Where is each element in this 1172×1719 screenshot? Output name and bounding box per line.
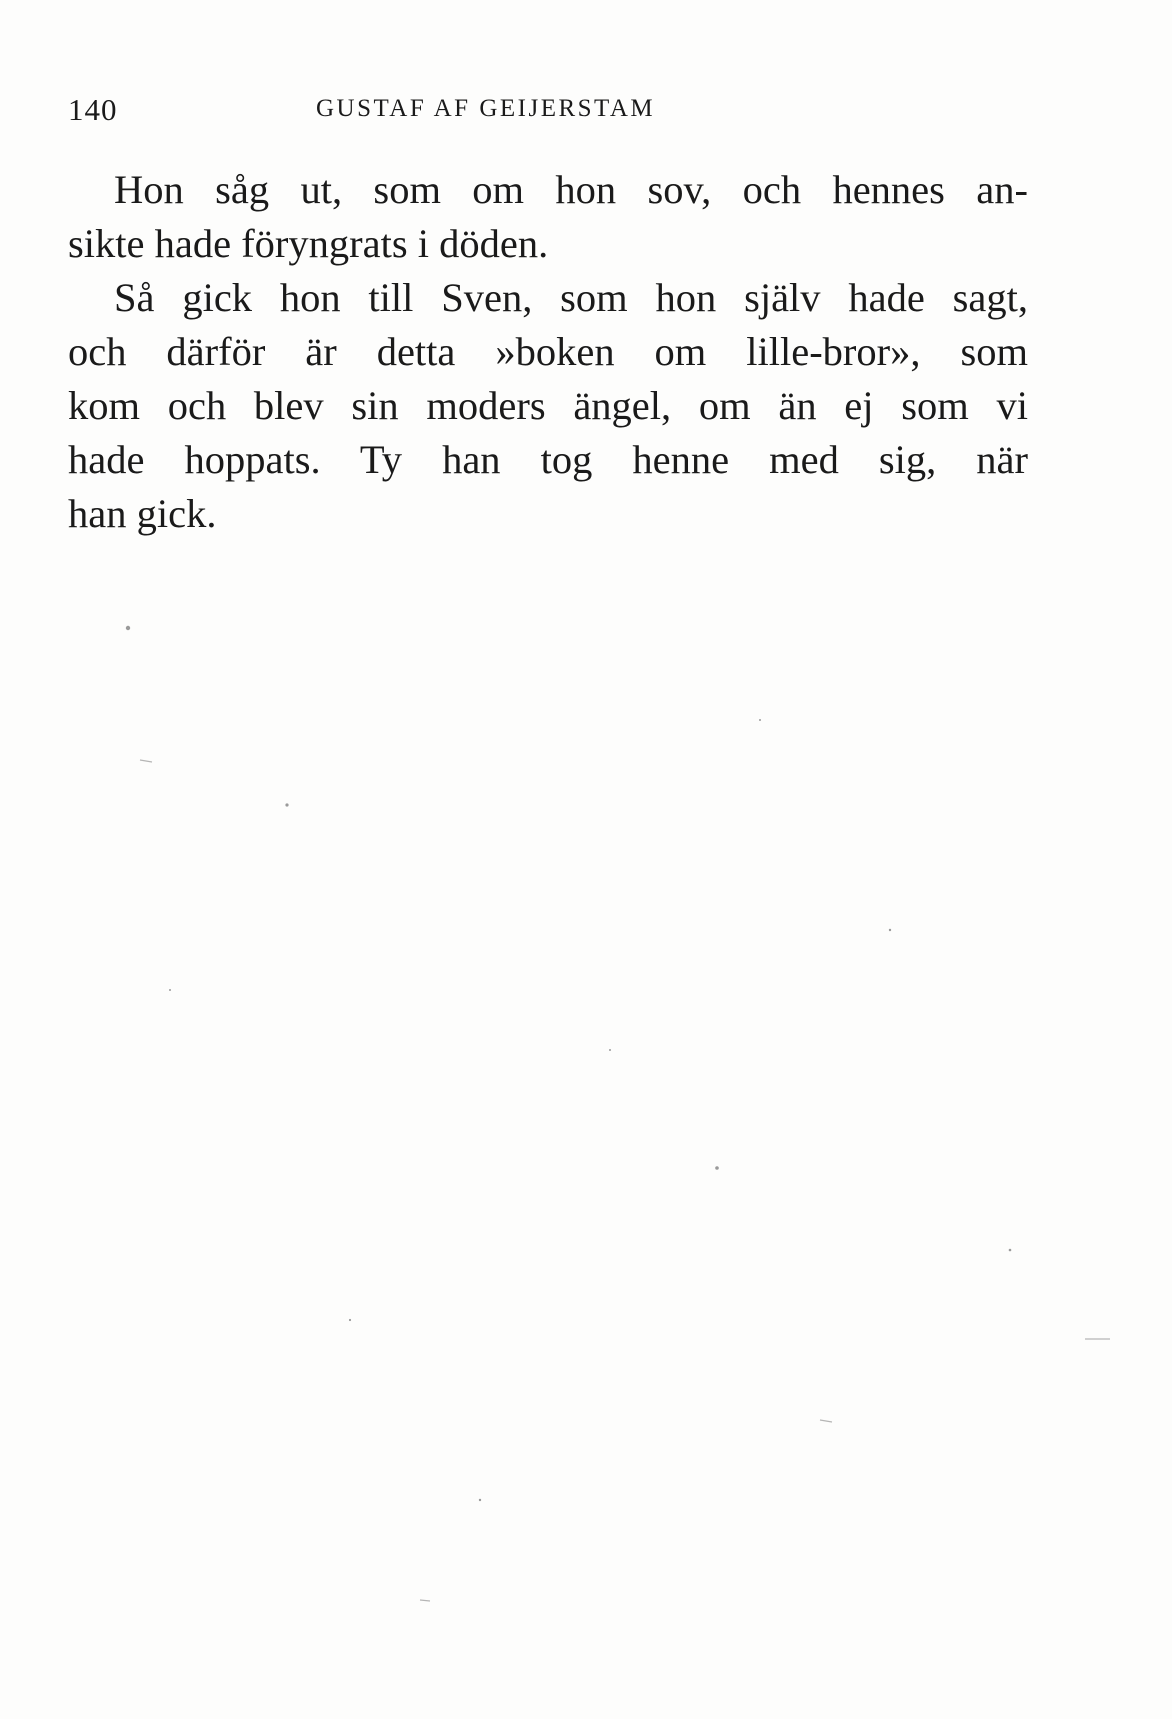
text-line: Hon såg ut, som om hon sov, och hennes an- <box>114 167 1028 212</box>
text-line: Så gick hon till Sven, som hon själv hade sagt, <box>114 275 1028 320</box>
text-line: hade hoppats. Ty han tog henne med sig, när <box>68 437 1028 482</box>
paragraph-2 <box>68 271 1028 541</box>
text-line: sikte hade föryngrats i döden. <box>68 221 549 266</box>
running-head-title: GUSTAF AF GEIJERSTAM <box>316 95 656 122</box>
page-number: 140 <box>68 92 118 127</box>
paragraph-1 <box>68 163 1028 271</box>
running-header <box>68 92 1028 132</box>
body-text <box>68 163 1028 541</box>
text-line: han gick. <box>68 491 217 536</box>
text-line: kom och blev sin moders ängel, om än ej som vi <box>68 383 1028 428</box>
text-line: och därför är detta »boken om lille-bror», som <box>68 329 1028 374</box>
